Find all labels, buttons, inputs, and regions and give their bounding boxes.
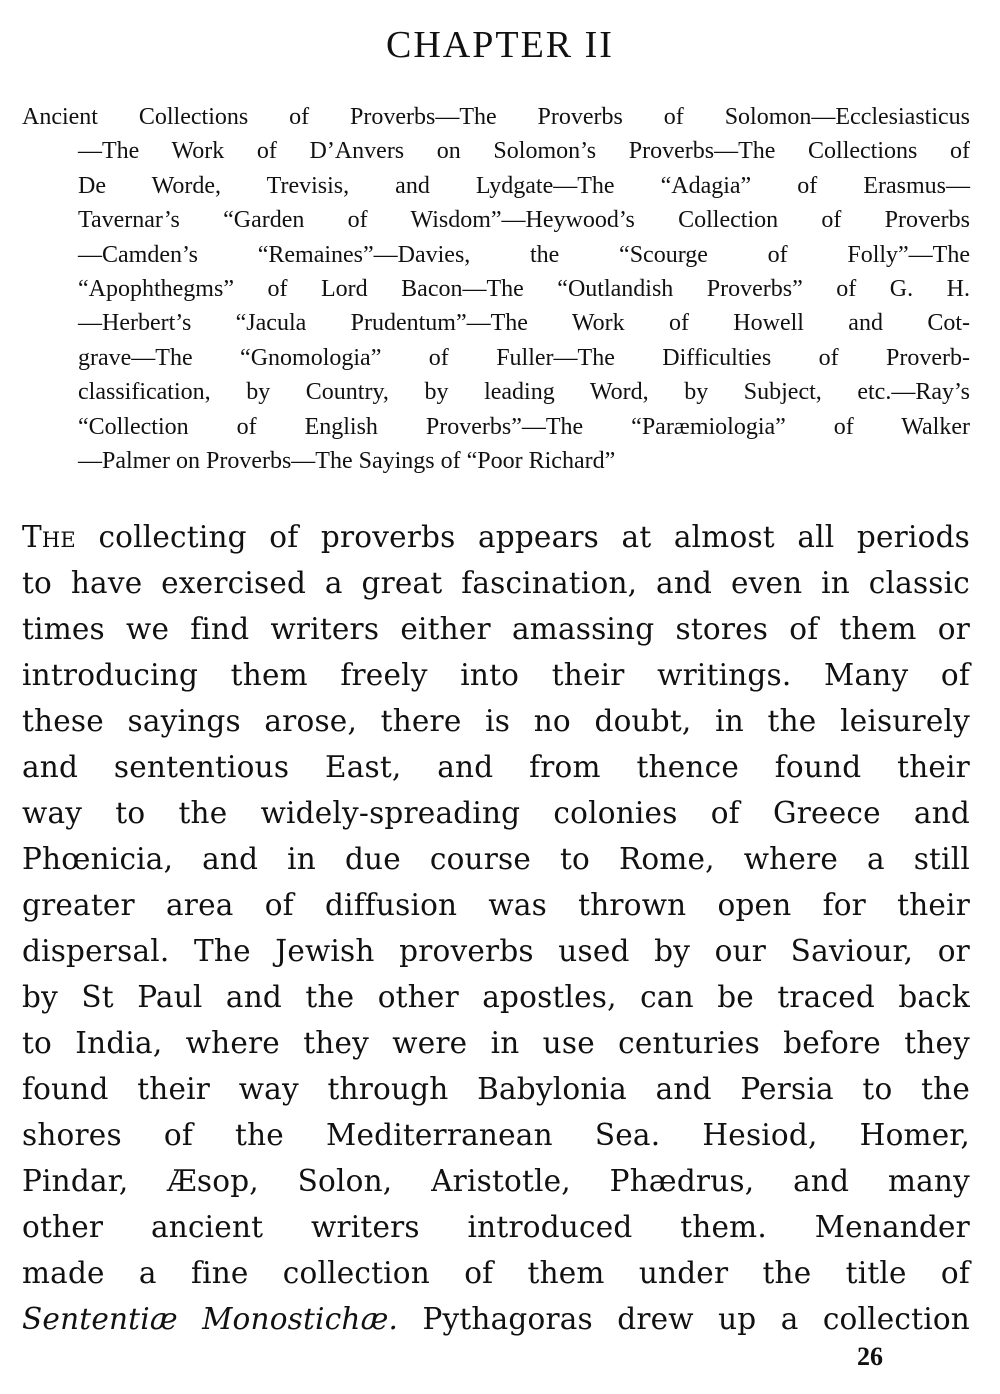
- body-line: [22, 514, 970, 560]
- body-line: dispersal. The Jewish proverbs used by our Saviour, or: [22, 934, 970, 968]
- body-line: found their way through Babylonia and Persia to the: [22, 1072, 970, 1106]
- chapter-heading: CHAPTER II: [386, 24, 614, 66]
- body-line: and sententious East, and from thence found their: [22, 750, 970, 784]
- body-line-text: collecting of proverbs appears at almost all periods: [75, 520, 970, 554]
- body-line: way to the widely-spreading colonies of Greece and: [22, 796, 970, 830]
- summary-line: De Worde, Trevisis, and Lydgate—The “Adagia” of Erasmus—: [78, 172, 970, 199]
- summary-line: Ancient Collections of Proverbs—The Proverbs of Solomon—Ecclesiasticus: [22, 104, 970, 130]
- summary-line: —The Work of D’Anvers on Solomon’s Proverbs—The Collections of: [78, 138, 970, 165]
- chapter-summary: [22, 100, 970, 478]
- page-number: 26: [857, 1342, 883, 1371]
- italic-title: Sententiæ Monostichæ.: [22, 1302, 399, 1336]
- body-line: these sayings arose, there is no doubt, in the leisurely: [22, 704, 970, 738]
- summary-line: “Apophthegms” of Lord Bacon—The “Outlandish Proverbs” of G. H.: [78, 276, 970, 303]
- body-line: shores of the Mediterranean Sea. Hesiod, Homer,: [22, 1118, 970, 1152]
- summary-line: —Palmer on Proverbs—The Sayings of “Poor Richard”: [78, 448, 616, 475]
- body-line: to India, where they were in use centuries before they: [22, 1026, 970, 1060]
- summary-line: —Camden’s “Remaines”—Davies, the “Scourge of Folly”—The: [78, 241, 970, 268]
- body-line: other ancient writers introduced them. Menander: [22, 1210, 970, 1244]
- body-line: to have exercised a great fascination, and even in classic: [22, 566, 970, 600]
- summary-line: —Herbert’s “Jacula Prudentum”—The Work of Howell and Cot-: [78, 310, 970, 337]
- summary-line: Tavernar’s “Garden of Wisdom”—Heywood’s Collection of Proverbs: [78, 207, 970, 234]
- body-line: made a fine collection of them under the title of: [22, 1256, 970, 1290]
- body-line: greater area of diffusion was thrown open for their: [22, 888, 970, 922]
- summary-line: “Collection of English Proverbs”—The “Paræmiologia” of Walker: [78, 413, 970, 440]
- body-line: Pindar, Æsop, Solon, Aristotle, Phædrus, and many: [22, 1164, 970, 1198]
- summary-line: grave—The “Gnomologia” of Fuller—The Difficulties of Proverb-: [78, 344, 970, 371]
- body-line: times we find writers either amassing stores of them or: [22, 612, 970, 646]
- body-line: Phœnicia, and in due course to Rome, where a still: [22, 842, 970, 876]
- body-line-text: Pythagoras drew up a collection: [398, 1302, 971, 1336]
- summary-line: classification, by Country, by leading Word, by Subject, etc.—Ray’s: [78, 379, 970, 406]
- body-line: [22, 1296, 970, 1342]
- opening-word: The: [22, 520, 76, 554]
- body-line: introducing them freely into their writings. Many of: [22, 658, 970, 692]
- body-paragraph: [22, 514, 970, 1342]
- body-line: by St Paul and the other apostles, can be traced back: [22, 980, 970, 1014]
